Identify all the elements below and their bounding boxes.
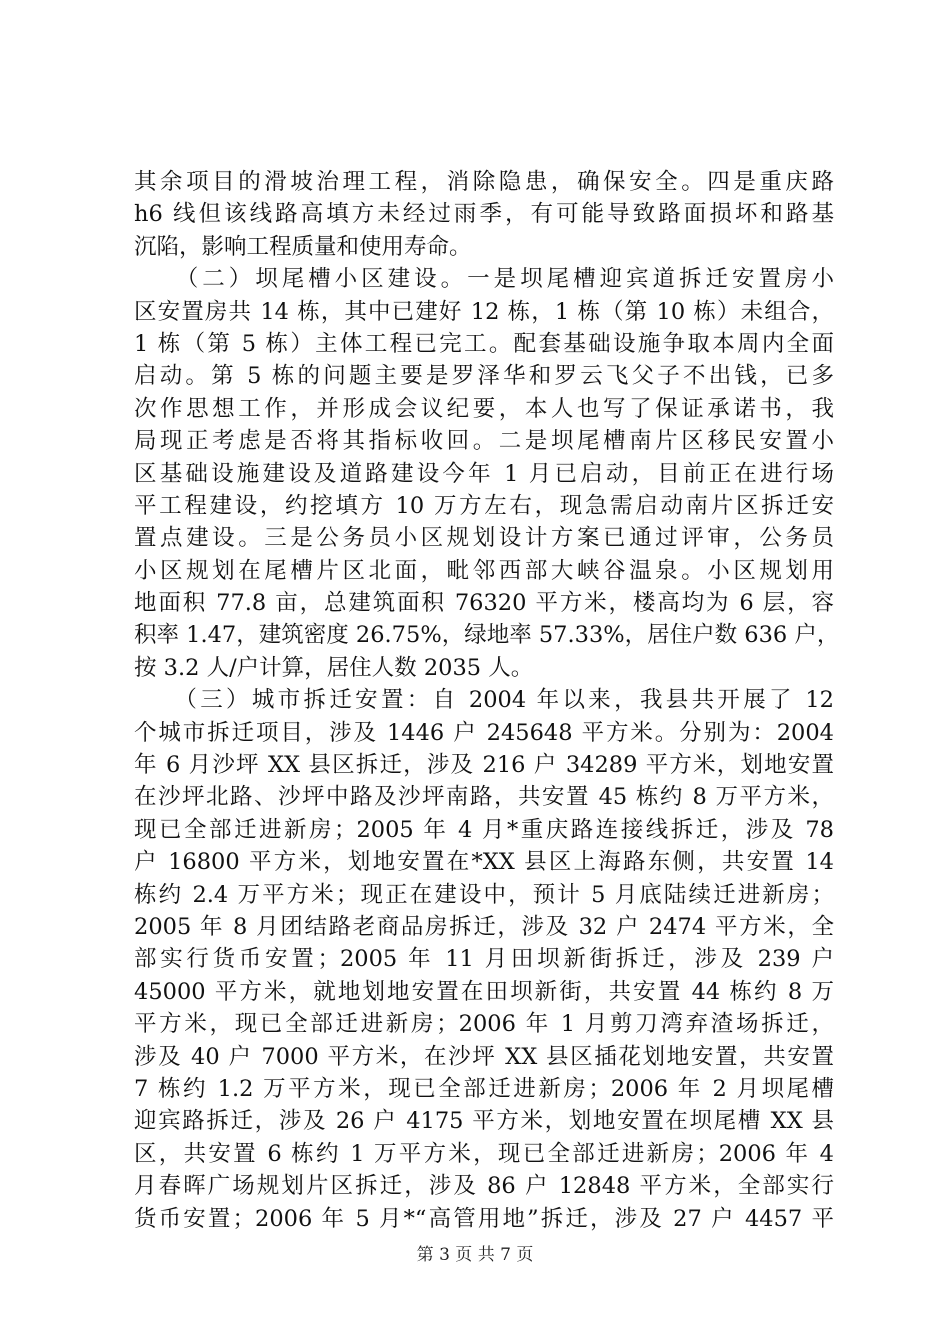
- text-line: 区，共安置 6 栋约 1 万平方米，现已全部迁进新房；2006 年 4: [134, 1140, 834, 1167]
- text-line: 置点建设。三是公务员小区规划设计方案已通过评审，公务员: [134, 525, 834, 552]
- text-line: 次作思想工作，并形成会议纪要，本人也写了保证承诺书，我: [134, 395, 834, 422]
- text-line: 地面积 77.8 亩，总建筑面积 76320 平方米，楼高均为 6 层，容: [134, 590, 834, 617]
- text-line: 栋约 2.4 万平方米；现正在建设中，预计 5 月底陆续迁进新房；: [134, 881, 834, 908]
- text-line: 7 栋约 1.2 万平方米，现已全部迁进新房；2006 年 2 月坝尾槽: [134, 1075, 834, 1102]
- text-line: 45000 平方米，就地划地安置在田坝新街，共安置 44 栋约 8 万: [134, 978, 834, 1005]
- text-line: 局现正考虑是否将其指标收回。二是坝尾槽南片区移民安置小: [134, 428, 834, 455]
- text-line: 平工程建设，约挖填方 10 万方左右，现急需启动南片区拆迁安: [134, 492, 834, 519]
- text-line: 涉及 40 户 7000 平方米，在沙坪 XX 县区插花划地安置，共安置: [134, 1043, 834, 1070]
- text-line: 1 栋（第 5 栋）主体工程已完工。配套基础设施争取本周内全面: [134, 330, 834, 357]
- text-line: 户 16800 平方米，划地安置在*XX 县区上海路东侧，共安置 14: [134, 849, 834, 876]
- text-line: 区安置房共 14 栋，其中已建好 12 栋，1 栋（第 10 栋）未组合，: [134, 298, 834, 325]
- text-line: （二）坝尾槽小区建设。一是坝尾槽迎宾道拆迁安置房小: [134, 266, 834, 293]
- text-line: 部实行货币安置；2005 年 11 月田坝新街拆迁，涉及 239 户: [134, 946, 834, 973]
- text-line: 积率 1.47，建筑密度 26.75%，绿地率 57.33%，居住户数 636 户，: [134, 622, 840, 649]
- text-line: 货币安置；2006 年 5 月*“高管用地”拆迁，涉及 27 户 4457 平: [134, 1205, 834, 1232]
- text-line: h6 线但该线路高填方未经过雨季，有可能导致路面损坏和路基: [134, 201, 834, 228]
- text-line: 区基础设施建设及道路建设今年 1 月已启动，目前正在进行场: [134, 460, 834, 487]
- document-body: [134, 166, 840, 1235]
- page-number-footer: 第 3 页 共 7 页: [416, 1245, 534, 1265]
- text-line: 年 6 月沙坪 XX 县区拆迁，涉及 216 户 34289 平方米，划地安置: [134, 752, 834, 779]
- text-line: （三）城市拆迁安置：自 2004 年以来，我县共开展了 12: [134, 687, 834, 714]
- text-line: 现已全部迁进新房；2005 年 4 月*重庆路连接线拆迁，涉及 78: [134, 816, 834, 843]
- text-line: 迎宾路拆迁，涉及 26 户 4175 平方米，划地安置在坝尾槽 XX 县: [134, 1108, 834, 1135]
- text-line: 在沙坪北路、沙坪中路及沙坪南路，共安置 45 栋约 8 万平方米，: [134, 784, 834, 811]
- text-line: 沉陷，影响工程质量和使用寿命。: [134, 233, 472, 260]
- text-line: 平方米，现已全部迁进新房；2006 年 1 月剪刀湾弃渣场拆迁，: [134, 1011, 834, 1038]
- text-line: 月春晖广场规划片区拆迁，涉及 86 户 12848 平方米，全部实行: [134, 1173, 834, 1200]
- text-line: 个城市拆迁项目，涉及 1446 户 245648 平方米。分别为：2004: [134, 719, 834, 746]
- text-line: 小区规划在尾槽片区北面，毗邻西部大峡谷温泉。小区规划用: [134, 557, 834, 584]
- text-line: 启动。第 5 栋的问题主要是罗泽华和罗云飞父子不出钱，已多: [134, 363, 834, 390]
- text-line: 其余项目的滑坡治理工程，消除隐患，确保安全。四是重庆路: [134, 169, 834, 195]
- text-line: 2005 年 8 月团结路老商品房拆迁，涉及 32 户 2474 平方米，全: [134, 913, 834, 940]
- text-line: 按 3.2 人/户计算，居住人数 2035 人。: [134, 654, 534, 681]
